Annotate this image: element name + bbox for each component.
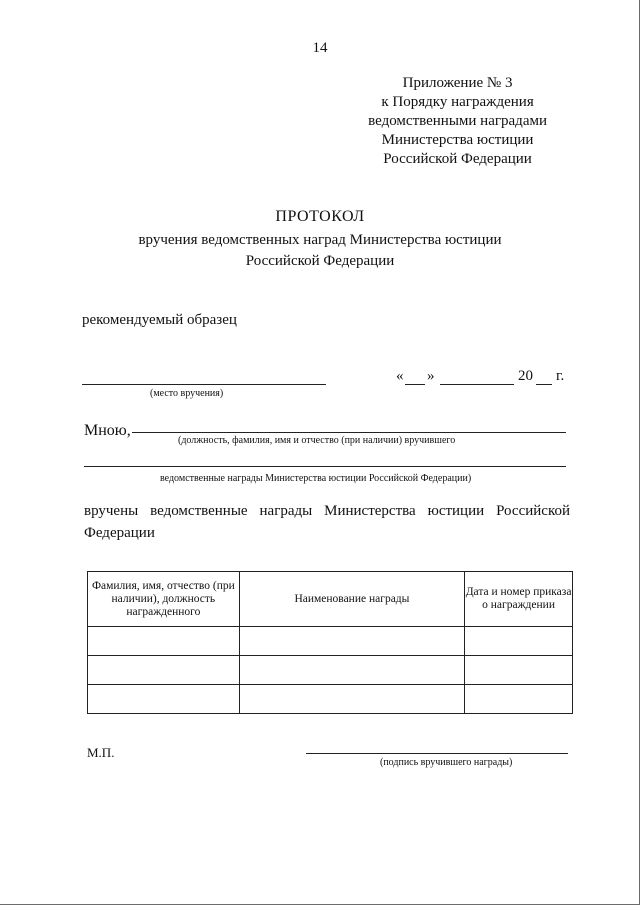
appendix-note <box>368 74 547 169</box>
document-title: ПРОТОКОЛ <box>275 208 365 225</box>
year-prefix: 20 <box>518 368 533 384</box>
table-row <box>88 685 573 714</box>
document-subtitle <box>0 230 640 272</box>
table-cell[interactable] <box>239 685 464 714</box>
appendix-line: к Порядку награждения <box>381 94 534 110</box>
date-close-quote: » <box>427 368 435 384</box>
appendix-line: Министерства юстиции <box>381 132 534 148</box>
date-day-line[interactable] <box>405 384 425 385</box>
appendix-line: ведомственными наградами <box>368 113 547 129</box>
subtitle-line-1: вручения ведомственных наград Министерства юстиции <box>138 232 502 248</box>
place-caption: (место вручения) <box>150 388 224 399</box>
awarder-line-2[interactable] <box>84 466 566 467</box>
date-month-line[interactable] <box>440 384 514 385</box>
header-award-name: Наименование награды <box>239 572 464 627</box>
awarded-text: вручены ведомственные награды Министерства юстиции Российской Федерации <box>84 503 570 541</box>
mnoyu-label: Мною, <box>84 422 131 439</box>
table-cell[interactable] <box>88 656 240 685</box>
year-suffix: г. <box>556 368 565 384</box>
header-order: Дата и номер приказа о награждении <box>465 572 573 627</box>
sample-label: рекомендуемый образец <box>82 312 237 328</box>
awarder-caption-2: ведомственные награды Министерства юстиции Российской Федерации) <box>160 473 472 484</box>
table-cell[interactable] <box>88 685 240 714</box>
awarder-line-1[interactable] <box>132 432 566 433</box>
header-fio: Фамилия, имя, отчество (при наличии), должность награжденного <box>88 572 240 627</box>
appendix-line: Приложение № 3 <box>402 75 513 91</box>
appendix-line: Российской Федерации <box>383 151 532 167</box>
table-cell[interactable] <box>465 627 573 656</box>
table-cell[interactable] <box>239 627 464 656</box>
table-header-row <box>88 572 573 627</box>
awards-table <box>87 571 573 714</box>
stamp-label: М.П. <box>87 745 115 760</box>
table-row <box>88 656 573 685</box>
signature-caption: (подпись вручившего награды) <box>380 757 513 768</box>
table-cell[interactable] <box>465 685 573 714</box>
date-open-quote: « <box>396 368 404 384</box>
place-line[interactable] <box>82 384 326 385</box>
table-cell[interactable] <box>465 656 573 685</box>
awarder-caption-1: (должность, фамилия, имя и отчество (при наличии) вручившего <box>178 435 456 446</box>
signature-line[interactable] <box>306 753 568 754</box>
date-year-line[interactable] <box>536 384 552 385</box>
table-cell[interactable] <box>239 656 464 685</box>
table-cell[interactable] <box>88 627 240 656</box>
subtitle-line-2: Российской Федерации <box>245 253 395 269</box>
table-row <box>88 627 573 656</box>
page-number: 14 <box>312 40 328 56</box>
